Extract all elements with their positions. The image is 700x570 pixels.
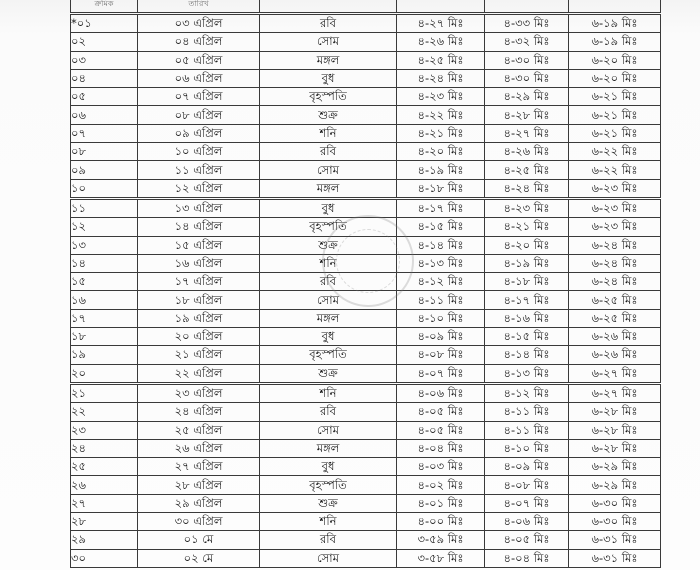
time-cell-2: ৪-২৭ মিঃ	[485, 124, 569, 142]
table-row	[71, 403, 661, 421]
serial-cell: ০৯	[71, 161, 138, 179]
table-row	[71, 254, 661, 272]
time-cell-2: ৪-১৮ মিঃ	[485, 273, 569, 291]
time-cell-1: ৪-০৯ মিঃ	[397, 328, 485, 346]
table-row	[71, 421, 661, 439]
serial-cell: ১৮	[71, 328, 138, 346]
time-cell-2: ৪-২৬ মিঃ	[485, 143, 569, 161]
time-cell-1: ৪-০৮ মিঃ	[397, 346, 485, 364]
time-cell-2: ৪-০৭ মিঃ	[485, 494, 569, 512]
time-cell-3: ৬-২৩ মিঃ	[569, 179, 661, 198]
date-cell: ২৩ এপ্রিল	[138, 383, 260, 402]
day-cell: মঙ্গল	[260, 309, 397, 327]
serial-cell: ১১	[71, 198, 138, 217]
time-cell-2: ৪-০৬ মিঃ	[485, 513, 569, 531]
day-cell: শুক্র	[260, 106, 397, 124]
time-cell-2: ৪-১০ মিঃ	[485, 439, 569, 457]
time-cell-1: ৪-১০ মিঃ	[397, 309, 485, 327]
date-cell: ২৫ এপ্রিল	[138, 421, 260, 439]
time-cell-1: ৪-১৯ মিঃ	[397, 161, 485, 179]
time-cell-1: ৪-২১ মিঃ	[397, 124, 485, 142]
schedule-table-body	[71, 0, 661, 567]
date-cell: ১১ এপ্রিল	[138, 161, 260, 179]
date-cell: ০৫ এপ্রিল	[138, 51, 260, 69]
time-cell-3: ৬-২৬ মিঃ	[569, 328, 661, 346]
time-cell-3: ৬-৩১ মিঃ	[569, 549, 661, 567]
time-cell-2: ৪-১৯ মিঃ	[485, 254, 569, 272]
date-cell: ০২ মে	[138, 549, 260, 567]
header-time-2	[485, 0, 569, 14]
table-row	[71, 476, 661, 494]
time-cell-3: ৬-২২ মিঃ	[569, 161, 661, 179]
table-row	[71, 198, 661, 217]
serial-cell: ২১	[71, 383, 138, 402]
date-cell: ২৯ এপ্রিল	[138, 494, 260, 512]
serial-cell: ২৫	[71, 458, 138, 476]
serial-cell: ১৭	[71, 309, 138, 327]
table-row	[71, 69, 661, 87]
time-cell-3: ৬-৩১ মিঃ	[569, 531, 661, 549]
time-cell-2: ৪-১৩ মিঃ	[485, 364, 569, 383]
table-row	[71, 439, 661, 457]
table-row	[71, 273, 661, 291]
time-cell-3: ৬-২৭ মিঃ	[569, 364, 661, 383]
time-cell-3: ৬-১৯ মিঃ	[569, 14, 661, 33]
table-row	[71, 51, 661, 69]
date-cell: ১৬ এপ্রিল	[138, 254, 260, 272]
table-row	[71, 88, 661, 106]
schedule-table	[70, 0, 661, 568]
time-cell-1: ৪-০৪ মিঃ	[397, 439, 485, 457]
time-cell-3: ৬-২০ মিঃ	[569, 51, 661, 69]
table-row	[71, 494, 661, 512]
date-cell: ০৮ এপ্রিল	[138, 106, 260, 124]
time-cell-2: ৪-৩৩ মিঃ	[485, 14, 569, 33]
time-cell-3: ৬-২৮ মিঃ	[569, 421, 661, 439]
time-cell-1: ৪-২০ মিঃ	[397, 143, 485, 161]
date-cell: ১২ এপ্রিল	[138, 179, 260, 198]
table-row	[71, 124, 661, 142]
day-cell: বুধ	[260, 198, 397, 217]
time-cell-3: ৬-২৪ মিঃ	[569, 273, 661, 291]
time-cell-2: ৪-১১ মিঃ	[485, 421, 569, 439]
time-cell-3: ৬-২৫ মিঃ	[569, 309, 661, 327]
table-row	[71, 161, 661, 179]
date-cell: ২৪ এপ্রিল	[138, 403, 260, 421]
serial-cell: ২৬	[71, 476, 138, 494]
serial-cell: ১০	[71, 179, 138, 198]
time-cell-1: ৪-০৬ মিঃ	[397, 383, 485, 402]
date-cell: ২২ এপ্রিল	[138, 364, 260, 383]
day-cell: শনি	[260, 124, 397, 142]
serial-cell: ১৫	[71, 273, 138, 291]
serial-cell: ২৪	[71, 439, 138, 457]
header-time-3	[569, 0, 661, 14]
table-row	[71, 549, 661, 567]
day-cell: বুধ	[260, 69, 397, 87]
table-row	[71, 143, 661, 161]
time-cell-3: ৬-২৫ মিঃ	[569, 291, 661, 309]
time-cell-2: ৪-০৯ মিঃ	[485, 458, 569, 476]
table-row	[71, 291, 661, 309]
time-cell-2: ৪-১২ মিঃ	[485, 383, 569, 402]
serial-cell: ১৬	[71, 291, 138, 309]
date-cell: ২৭ এপ্রিল	[138, 458, 260, 476]
time-cell-3: ৬-২৩ মিঃ	[569, 198, 661, 217]
header-date: তারিখ	[138, 0, 260, 14]
table-row	[71, 309, 661, 327]
serial-cell: ১৯	[71, 346, 138, 364]
date-cell: ১৪ এপ্রিল	[138, 218, 260, 236]
day-cell: সোম	[260, 549, 397, 567]
day-cell: শুক্র	[260, 364, 397, 383]
time-cell-1: ৪-১১ মিঃ	[397, 291, 485, 309]
date-cell: ০৬ এপ্রিল	[138, 69, 260, 87]
serial-cell: ০৪	[71, 69, 138, 87]
date-cell: ২১ এপ্রিল	[138, 346, 260, 364]
date-cell: ০৪ এপ্রিল	[138, 33, 260, 51]
date-cell: ০৩ এপ্রিল	[138, 14, 260, 33]
time-cell-2: ৪-২৮ মিঃ	[485, 106, 569, 124]
day-cell: শনি	[260, 254, 397, 272]
time-cell-3: ৬-১৯ মিঃ	[569, 33, 661, 51]
day-cell: বুধ	[260, 328, 397, 346]
serial-cell: ২৯	[71, 531, 138, 549]
time-cell-2: ৪-১৫ মিঃ	[485, 328, 569, 346]
header-row	[71, 0, 661, 14]
time-cell-3: ৬-২৯ মিঃ	[569, 458, 661, 476]
time-cell-2: ৪-২১ মিঃ	[485, 218, 569, 236]
day-cell: বৃহস্পতি	[260, 476, 397, 494]
time-cell-3: ৬-২১ মিঃ	[569, 106, 661, 124]
time-cell-2: ৪-৩২ মিঃ	[485, 33, 569, 51]
serial-cell: *০১	[71, 14, 138, 33]
time-cell-2: ৪-০৫ মিঃ	[485, 531, 569, 549]
day-cell: শনি	[260, 513, 397, 531]
day-cell: সোম	[260, 161, 397, 179]
date-cell: ২৮ এপ্রিল	[138, 476, 260, 494]
time-cell-2: ৪-১৪ মিঃ	[485, 346, 569, 364]
serial-cell: ২৮	[71, 513, 138, 531]
day-cell: শনি	[260, 383, 397, 402]
serial-cell: ১২	[71, 218, 138, 236]
time-cell-1: ৪-২৬ মিঃ	[397, 33, 485, 51]
time-cell-1: ৪-২৪ মিঃ	[397, 69, 485, 87]
day-cell: বৃহস্পতি	[260, 346, 397, 364]
serial-cell: ০২	[71, 33, 138, 51]
table-row	[71, 531, 661, 549]
time-cell-1: ৪-১৭ মিঃ	[397, 198, 485, 217]
time-cell-3: ৬-৩০ মিঃ	[569, 513, 661, 531]
serial-cell: ০৩	[71, 51, 138, 69]
day-cell: রবি	[260, 531, 397, 549]
serial-cell: ২০	[71, 364, 138, 383]
date-cell: ১৮ এপ্রিল	[138, 291, 260, 309]
time-cell-1: ৪-১৩ মিঃ	[397, 254, 485, 272]
table-row	[71, 383, 661, 402]
time-cell-2: ৪-১১ মিঃ	[485, 403, 569, 421]
date-cell: ০৭ এপ্রিল	[138, 88, 260, 106]
time-cell-3: ৬-২৯ মিঃ	[569, 476, 661, 494]
header-serial: ক্রমিক	[71, 0, 138, 14]
time-cell-2: ৪-১৬ মিঃ	[485, 309, 569, 327]
time-cell-1: ৪-২৩ মিঃ	[397, 88, 485, 106]
serial-cell: ০৬	[71, 106, 138, 124]
table-row	[71, 328, 661, 346]
time-cell-1: ৪-০৫ মিঃ	[397, 421, 485, 439]
time-cell-3: ৬-২৪ মিঃ	[569, 254, 661, 272]
table-row	[71, 33, 661, 51]
table-row	[71, 14, 661, 33]
time-cell-2: ৪-১৭ মিঃ	[485, 291, 569, 309]
date-cell: ১৫ এপ্রিল	[138, 236, 260, 254]
day-cell: রবি	[260, 273, 397, 291]
time-cell-3: ৬-৩০ মিঃ	[569, 494, 661, 512]
date-cell: ১০ এপ্রিল	[138, 143, 260, 161]
serial-cell: ১৩	[71, 236, 138, 254]
time-cell-1: ৪-১৮ মিঃ	[397, 179, 485, 198]
time-cell-1: ৪-২৭ মিঃ	[397, 14, 485, 33]
serial-cell: ১৪	[71, 254, 138, 272]
time-cell-2: ৪-২০ মিঃ	[485, 236, 569, 254]
time-cell-3: ৬-২১ মিঃ	[569, 124, 661, 142]
serial-cell: ২৩	[71, 421, 138, 439]
serial-cell: ০৮	[71, 143, 138, 161]
time-cell-1: ৪-০১ মিঃ	[397, 494, 485, 512]
date-cell: ০১ মে	[138, 531, 260, 549]
time-cell-2: ৪-৩০ মিঃ	[485, 69, 569, 87]
table-row	[71, 513, 661, 531]
time-cell-3: ৬-২৬ মিঃ	[569, 346, 661, 364]
date-cell: ২৬ এপ্রিল	[138, 439, 260, 457]
time-cell-1: ৪-০৩ মিঃ	[397, 458, 485, 476]
table-row	[71, 218, 661, 236]
time-cell-1: ৩-৫৮ মিঃ	[397, 549, 485, 567]
time-cell-1: ৪-০০ মিঃ	[397, 513, 485, 531]
date-cell: ২০ এপ্রিল	[138, 328, 260, 346]
time-cell-2: ৪-০৮ মিঃ	[485, 476, 569, 494]
day-cell: রবি	[260, 143, 397, 161]
header-time-1	[397, 0, 485, 14]
time-cell-3: ৬-২৭ মিঃ	[569, 383, 661, 402]
day-cell: বৃহস্পতি	[260, 88, 397, 106]
time-cell-1: ৩-৫৯ মিঃ	[397, 531, 485, 549]
time-cell-2: ৪-২৩ মিঃ	[485, 198, 569, 217]
time-cell-3: ৬-২০ মিঃ	[569, 69, 661, 87]
time-cell-1: ৪-১৪ মিঃ	[397, 236, 485, 254]
day-cell: শুক্র	[260, 236, 397, 254]
date-cell: ১৭ এপ্রিল	[138, 273, 260, 291]
time-cell-2: ৪-২৪ মিঃ	[485, 179, 569, 198]
time-cell-2: ৪-০৪ মিঃ	[485, 549, 569, 567]
day-cell: বৃহস্পতি	[260, 218, 397, 236]
time-cell-3: ৬-২৩ মিঃ	[569, 218, 661, 236]
time-cell-2: ৪-২৯ মিঃ	[485, 88, 569, 106]
day-cell: মঙ্গল	[260, 179, 397, 198]
day-cell: বুধ	[260, 458, 397, 476]
day-cell: সোম	[260, 291, 397, 309]
day-cell: সোম	[260, 421, 397, 439]
time-cell-3: ৬-২১ মিঃ	[569, 88, 661, 106]
time-cell-1: ৪-২২ মিঃ	[397, 106, 485, 124]
date-cell: ১৩ এপ্রিল	[138, 198, 260, 217]
day-cell: রবি	[260, 14, 397, 33]
table-row	[71, 106, 661, 124]
time-cell-3: ৬-২২ মিঃ	[569, 143, 661, 161]
time-cell-1: ৪-১৫ মিঃ	[397, 218, 485, 236]
serial-cell: ২২	[71, 403, 138, 421]
time-cell-3: ৬-২৮ মিঃ	[569, 403, 661, 421]
serial-cell: ০৫	[71, 88, 138, 106]
time-cell-2: ৪-২৫ মিঃ	[485, 161, 569, 179]
table-row	[71, 458, 661, 476]
time-cell-1: ৪-০৫ মিঃ	[397, 403, 485, 421]
time-cell-3: ৬-২৮ মিঃ	[569, 439, 661, 457]
date-cell: ০৯ এপ্রিল	[138, 124, 260, 142]
day-cell: মঙ্গল	[260, 51, 397, 69]
table-row	[71, 364, 661, 383]
table-row	[71, 346, 661, 364]
serial-cell: ৩০	[71, 549, 138, 567]
day-cell: মঙ্গল	[260, 439, 397, 457]
time-cell-3: ৬-২৪ মিঃ	[569, 236, 661, 254]
table-row	[71, 236, 661, 254]
day-cell: শুক্র	[260, 494, 397, 512]
serial-cell: ২৭	[71, 494, 138, 512]
serial-cell: ০৭	[71, 124, 138, 142]
table-row	[71, 179, 661, 198]
time-cell-1: ৪-২৫ মিঃ	[397, 51, 485, 69]
time-cell-1: ৪-১২ মিঃ	[397, 273, 485, 291]
time-cell-2: ৪-৩০ মিঃ	[485, 51, 569, 69]
day-cell: রবি	[260, 403, 397, 421]
date-cell: ৩০ এপ্রিল	[138, 513, 260, 531]
time-cell-1: ৪-০৭ মিঃ	[397, 364, 485, 383]
header-day	[260, 0, 397, 14]
date-cell: ১৯ এপ্রিল	[138, 309, 260, 327]
day-cell: সোম	[260, 33, 397, 51]
time-cell-1: ৪-০২ মিঃ	[397, 476, 485, 494]
